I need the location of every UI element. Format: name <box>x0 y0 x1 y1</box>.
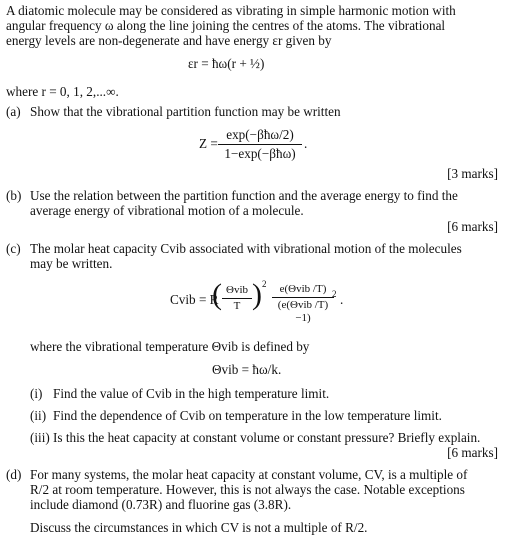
theta-numerator: Θvib <box>226 284 248 296</box>
square-exponent: 2 <box>262 279 267 289</box>
sub-i-text: Find the value of Cvib in the high temperature limit. <box>53 386 330 401</box>
part-d-line-3: include diamond (0.73R) and fluorine gas (3.8R). <box>30 497 292 512</box>
theta-equation: Θvib = ħω/k. <box>212 362 282 377</box>
theta-denominator: T <box>233 300 241 312</box>
part-a-marks: [3 marks] <box>447 166 498 181</box>
part-d-line-4: Discuss the circumstances in which CV is not a multiple of R/2. <box>30 520 368 535</box>
sub-ii-label: (ii) <box>30 408 47 423</box>
part-c-label: (c) <box>6 241 21 256</box>
cvib-lhs: Cvib = R <box>170 292 219 307</box>
partition-denominator: 1−exp(−βħω) <box>224 146 296 161</box>
part-b-line-2: average energy of vibrational motion of a molecule. <box>30 203 304 218</box>
intro-line-2: angular frequency ω along the line joining the centres of the atoms. The vibrational <box>6 18 446 33</box>
exp-bar <box>272 297 334 298</box>
part-c-line-1: The molar heat capacity Cvib associated with vibrational motion of the molecules <box>30 241 462 256</box>
intro-line-1: A diatomic molecule may be considered as vibrating in simple harmonic motion with <box>6 3 456 18</box>
sub-i-label: (i) <box>30 386 43 401</box>
intro-line-3: energy levels are non-degenerate and have energy εr given by <box>6 33 332 48</box>
cvib-period: . <box>340 292 344 307</box>
energy-equation: εr = ħω(r + ½) <box>188 56 265 71</box>
part-b-line-1: Use the relation between the partition function and the average energy to find the <box>30 188 458 203</box>
part-d-line-1: For many systems, the molar heat capacity at constant volume, CV, is a multiple of <box>30 467 468 482</box>
left-paren: ( <box>212 278 222 311</box>
part-c-marks: [6 marks] <box>447 445 498 460</box>
partition-lhs: Z = <box>199 136 218 151</box>
sub-iii-text: Is this the heat capacity at constant volume or constant pressure? Briefly explain. <box>53 430 481 445</box>
sub-iii-label: (iii) <box>30 430 50 445</box>
part-a-text: Show that the vibrational partition function may be written <box>30 104 341 119</box>
partition-period: . <box>304 136 308 151</box>
part-d-line-2: R/2 at room temperature. However, this is not always the case. Notable exceptions <box>30 482 465 497</box>
partition-numerator: exp(−βħω/2) <box>226 127 294 142</box>
exp-numerator: e(Θvib /T) <box>279 283 327 295</box>
part-b-marks: [6 marks] <box>447 219 498 234</box>
part-d-label: (d) <box>6 467 22 482</box>
theta-definition-text: where the vibrational temperature Θvib is defined by <box>30 339 310 354</box>
exp-denominator: (e(Θvib /T) −1) <box>277 299 329 324</box>
part-c-line-2: may be written. <box>30 256 113 271</box>
intro-where: where r = 0, 1, 2,...∞. <box>6 84 119 99</box>
part-b-label: (b) <box>6 188 22 203</box>
part-a-label: (a) <box>6 104 21 119</box>
partition-fraction <box>218 127 302 162</box>
right-paren: ) <box>252 278 262 311</box>
denominator-square: 2 <box>332 289 337 299</box>
exp-fraction <box>272 283 334 325</box>
theta-fraction <box>222 284 252 313</box>
theta-bar <box>222 298 252 299</box>
fraction-bar <box>218 144 302 145</box>
sub-ii-text: Find the dependence of Cvib on temperature in the low temperature limit. <box>53 408 442 423</box>
